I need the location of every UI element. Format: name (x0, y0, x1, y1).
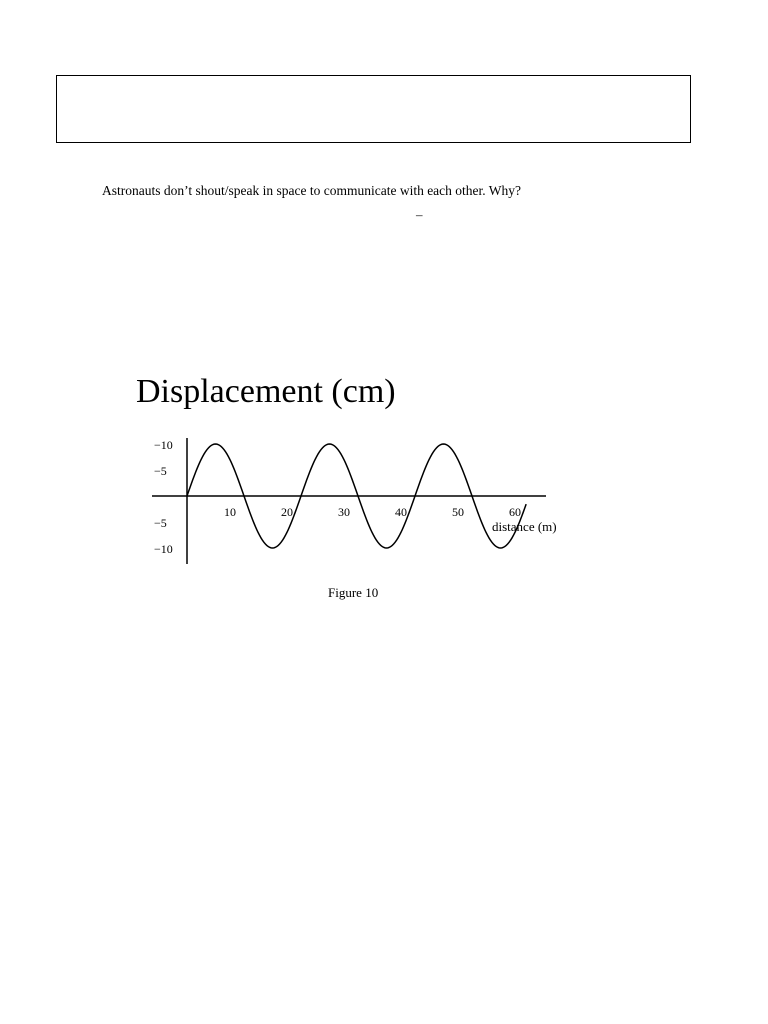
x-tick-label: 50 (452, 505, 464, 519)
displacement-figure (130, 360, 570, 585)
x-tick-label: 10 (224, 505, 236, 519)
answer-dash: – (416, 207, 423, 222)
y-tick-label: −5 (154, 464, 167, 478)
y-tick-label: −5 (154, 516, 167, 530)
x-tick-label: 20 (281, 505, 293, 519)
question-text: Astronauts don’t shout/speak in space to communicate with each other. Why? (102, 183, 522, 198)
chart-title: Displacement (cm) (136, 373, 396, 410)
y-tick-label: −10 (154, 542, 173, 556)
x-tick-label: 40 (395, 505, 407, 519)
x-axis-label: distance (m) (492, 519, 557, 534)
figure-caption: Figure 10 (328, 585, 379, 600)
y-tick-label: −10 (154, 438, 173, 452)
x-tick-label: 60 (509, 505, 521, 519)
displacement-chart (130, 360, 570, 580)
x-tick-label: 30 (338, 505, 350, 519)
header-box (56, 75, 691, 143)
